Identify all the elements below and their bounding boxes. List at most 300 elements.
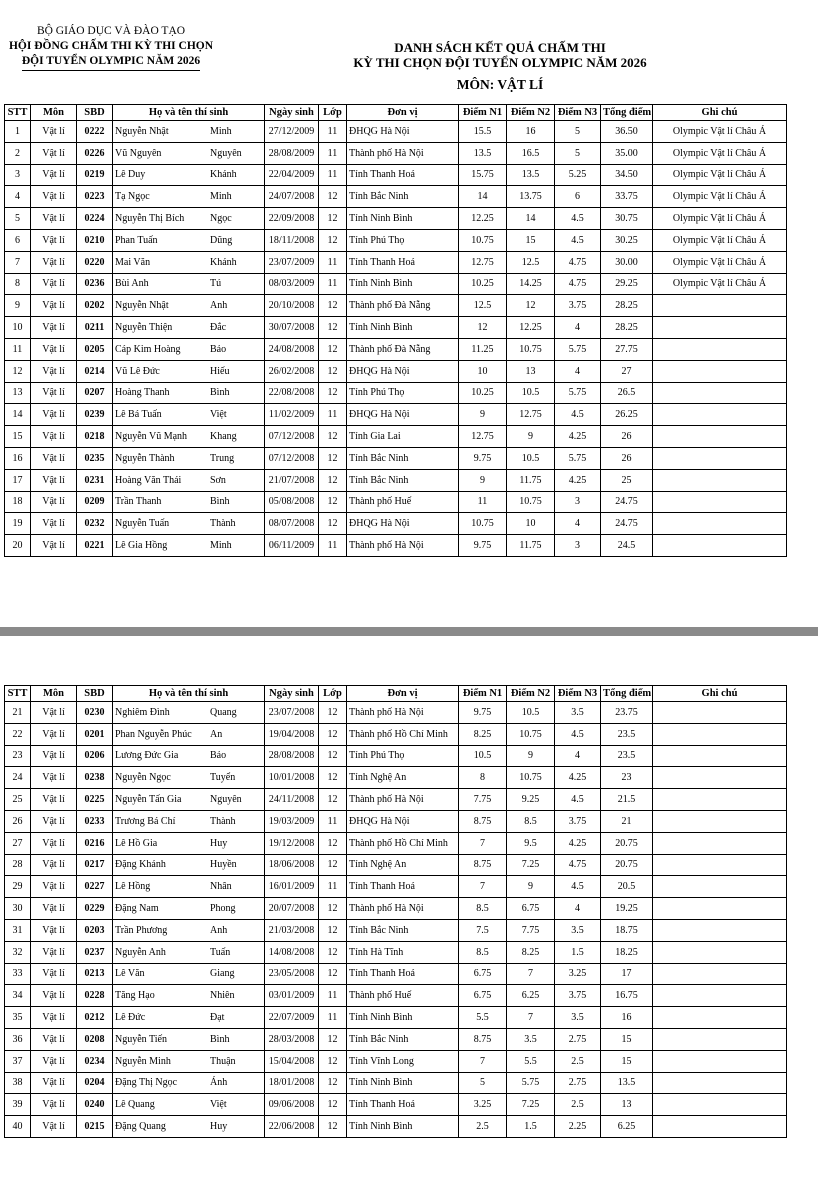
tong-cell: 21.5	[601, 789, 653, 811]
score-n1-header: Điểm N1	[459, 686, 507, 702]
table-row	[5, 338, 787, 360]
sbd-cell: 0211	[77, 317, 113, 339]
sbd-cell: 0223	[77, 186, 113, 208]
lop-cell: 12	[319, 491, 347, 513]
lop-cell: 12	[319, 854, 347, 876]
candidate-surname: Vũ Lê Đức	[115, 365, 160, 377]
candidate-surname: Đặng Thị Ngọc	[115, 1077, 178, 1089]
candidate-given-name: Ánh	[210, 1077, 228, 1089]
tong-cell: 20.75	[601, 832, 653, 854]
stt-header: STT	[5, 686, 31, 702]
table-row	[5, 186, 787, 208]
stt-cell: 11	[5, 338, 31, 360]
table-row	[5, 317, 787, 339]
candidate-given-name: Bảo	[210, 343, 227, 355]
candidate-surname: Đặng Khánh	[115, 859, 166, 871]
lop-cell: 12	[319, 338, 347, 360]
candidate-surname: Lê Bá Tuấn	[115, 409, 162, 421]
gc-cell	[653, 963, 787, 985]
sbd-header: SBD	[77, 686, 113, 702]
lop-cell: 12	[319, 229, 347, 251]
n2-cell: 6.25	[507, 985, 555, 1007]
dv-cell: Tỉnh Nghệ An	[347, 854, 459, 876]
mon-cell: Vật lí	[31, 229, 77, 251]
sbd-cell: 0225	[77, 789, 113, 811]
tong-cell: 26	[601, 426, 653, 448]
tong-cell: 30.25	[601, 229, 653, 251]
table-row	[5, 360, 787, 382]
candidate-surname: Lê Văn	[115, 968, 145, 980]
lop-cell: 12	[319, 832, 347, 854]
mon-cell: Vật lí	[31, 469, 77, 491]
ns-cell: 07/12/2008	[265, 426, 319, 448]
sbd-cell: 0231	[77, 469, 113, 491]
tong-cell: 23	[601, 767, 653, 789]
candidate-name-cell	[113, 186, 265, 208]
dv-cell: Tỉnh Ninh Bình	[347, 1072, 459, 1094]
candidate-name-cell	[113, 317, 265, 339]
n3-cell: 2.75	[555, 1028, 601, 1050]
dv-cell: Tỉnh Ninh Bình	[347, 317, 459, 339]
gc-cell: Olympic Vật lí Châu Á	[653, 251, 787, 273]
candidate-name-cell	[113, 1007, 265, 1029]
candidate-surname: Phan Nguyễn Phúc	[115, 728, 192, 740]
dv-cell: ĐHQG Hà Nội	[347, 360, 459, 382]
dv-cell: Tỉnh Ninh Bình	[347, 208, 459, 230]
stt-cell: 17	[5, 469, 31, 491]
gc-cell	[653, 426, 787, 448]
ns-cell: 19/03/2009	[265, 810, 319, 832]
gc-cell	[653, 723, 787, 745]
tong-cell: 35.00	[601, 142, 653, 164]
ns-cell: 30/07/2008	[265, 317, 319, 339]
gc-cell: Olympic Vật lí Châu Á	[653, 142, 787, 164]
tong-cell: 21	[601, 810, 653, 832]
n1-cell: 7.75	[459, 789, 507, 811]
candidate-name-cell	[113, 142, 265, 164]
gc-cell	[653, 898, 787, 920]
n1-cell: 2.5	[459, 1116, 507, 1138]
stt-cell: 1	[5, 121, 31, 143]
gc-cell: Olympic Vật lí Châu Á	[653, 121, 787, 143]
ns-cell: 23/05/2008	[265, 963, 319, 985]
ns-cell: 20/07/2008	[265, 898, 319, 920]
lop-cell: 12	[319, 767, 347, 789]
n3-cell: 4.5	[555, 789, 601, 811]
n3-cell: 3.5	[555, 1007, 601, 1029]
mon-cell: Vật lí	[31, 273, 77, 295]
exam-name: KỲ THI CHỌN ĐỘI TUYỂN OLYMPIC NĂM 2026	[353, 55, 647, 70]
candidate-surname: Tăng Hạo	[115, 990, 155, 1002]
n2-cell: 7.75	[507, 919, 555, 941]
candidate-given-name: Anh	[210, 300, 228, 312]
candidate-name-cell	[113, 295, 265, 317]
table-header-row	[5, 105, 787, 121]
candidate-surname: Nguyễn Vũ Mạnh	[115, 431, 188, 443]
stt-cell: 26	[5, 810, 31, 832]
candidate-name-cell	[113, 1028, 265, 1050]
n1-cell: 10	[459, 360, 507, 382]
candidate-surname: Trần Thanh	[115, 496, 162, 508]
mon-cell: Vật lí	[31, 898, 77, 920]
ns-cell: 23/07/2008	[265, 702, 319, 724]
table-row	[5, 273, 787, 295]
score-n2-header: Điểm N2	[507, 105, 555, 121]
subject-header: Môn	[31, 105, 77, 121]
lop-cell: 12	[319, 789, 347, 811]
n2-cell: 13.5	[507, 164, 555, 186]
stt-cell: 2	[5, 142, 31, 164]
candidate-given-name: An	[210, 728, 223, 740]
sbd-cell: 0208	[77, 1028, 113, 1050]
tong-cell: 20.75	[601, 854, 653, 876]
n1-cell: 8.75	[459, 810, 507, 832]
tong-cell: 29.25	[601, 273, 653, 295]
sbd-cell: 0201	[77, 723, 113, 745]
dv-cell: Tỉnh Ninh Bình	[347, 1116, 459, 1138]
n3-cell: 4.25	[555, 426, 601, 448]
sbd-cell: 0210	[77, 229, 113, 251]
candidate-given-name: Sơn	[210, 474, 226, 486]
candidate-name-cell	[113, 208, 265, 230]
table-row	[5, 854, 787, 876]
candidate-given-name: Dũng	[210, 234, 233, 246]
candidate-name-cell	[113, 1116, 265, 1138]
table-row	[5, 164, 787, 186]
lop-cell: 11	[319, 810, 347, 832]
n1-cell: 5	[459, 1072, 507, 1094]
candidate-name-cell	[113, 963, 265, 985]
ns-cell: 24/07/2008	[265, 186, 319, 208]
stt-cell: 4	[5, 186, 31, 208]
stt-cell: 21	[5, 702, 31, 724]
n3-cell: 3.5	[555, 702, 601, 724]
n2-cell: 15	[507, 229, 555, 251]
lop-cell: 12	[319, 513, 347, 535]
n2-cell: 8.5	[507, 810, 555, 832]
stt-cell: 9	[5, 295, 31, 317]
candidate-given-name: Trung	[210, 452, 235, 464]
candidate-surname: Mai Văn	[115, 256, 151, 268]
mon-cell: Vật lí	[31, 876, 77, 898]
n1-cell: 14	[459, 186, 507, 208]
tong-cell: 34.50	[601, 164, 653, 186]
stt-cell: 16	[5, 447, 31, 469]
document-title: DANH SÁCH KẾT QUẢ CHẤM THI	[394, 40, 606, 55]
mon-cell: Vật lí	[31, 186, 77, 208]
class-header: Lớp	[319, 105, 347, 121]
n1-cell: 15.5	[459, 121, 507, 143]
candidate-given-name: Nhân	[210, 881, 232, 893]
tong-cell: 26.25	[601, 404, 653, 426]
dv-cell: Thành phố Hồ Chí Minh	[347, 723, 459, 745]
n3-cell: 5	[555, 121, 601, 143]
ns-cell: 19/04/2008	[265, 723, 319, 745]
candidate-surname: Hoàng Văn Thái	[115, 474, 182, 486]
candidate-given-name: Giang	[210, 968, 235, 980]
table-row	[5, 832, 787, 854]
candidate-given-name: Bình	[210, 1033, 230, 1045]
tong-cell: 26.5	[601, 382, 653, 404]
n2-cell: 14.25	[507, 273, 555, 295]
gc-cell	[653, 985, 787, 1007]
lop-cell: 12	[319, 963, 347, 985]
sbd-cell: 0216	[77, 832, 113, 854]
mon-cell: Vật lí	[31, 1094, 77, 1116]
candidate-name-cell	[113, 404, 265, 426]
candidate-name-cell	[113, 854, 265, 876]
ns-cell: 15/04/2008	[265, 1050, 319, 1072]
stt-cell: 14	[5, 404, 31, 426]
lop-cell: 12	[319, 702, 347, 724]
gc-cell	[653, 876, 787, 898]
ns-cell: 05/08/2008	[265, 491, 319, 513]
ns-cell: 22/07/2009	[265, 1007, 319, 1029]
tong-cell: 30.75	[601, 208, 653, 230]
table-row	[5, 702, 787, 724]
table-row	[5, 513, 787, 535]
candidate-surname: Nghiêm Đình	[115, 706, 170, 718]
ns-cell: 28/08/2009	[265, 142, 319, 164]
dv-cell: ĐHQG Hà Nội	[347, 810, 459, 832]
table-row	[5, 941, 787, 963]
gc-cell	[653, 317, 787, 339]
n2-cell: 7	[507, 1007, 555, 1029]
sbd-cell: 0204	[77, 1072, 113, 1094]
n3-cell: 4.5	[555, 876, 601, 898]
ns-cell: 18/11/2008	[265, 229, 319, 251]
table-row	[5, 963, 787, 985]
candidate-name-cell	[113, 985, 265, 1007]
candidate-given-name: Việt	[210, 409, 227, 421]
mon-cell: Vật lí	[31, 985, 77, 1007]
candidate-surname: Lê Hồ Gia	[115, 837, 158, 849]
lop-cell: 12	[319, 941, 347, 963]
dv-cell: Tỉnh Bắc Ninh	[347, 919, 459, 941]
stt-cell: 27	[5, 832, 31, 854]
stt-cell: 23	[5, 745, 31, 767]
sbd-cell: 0233	[77, 810, 113, 832]
n1-cell: 11	[459, 491, 507, 513]
candidate-given-name: Huy	[210, 1121, 228, 1133]
total-header: Tổng điểm	[601, 105, 653, 121]
n1-cell: 8.75	[459, 854, 507, 876]
n3-cell: 1.5	[555, 941, 601, 963]
n2-cell: 12.25	[507, 317, 555, 339]
n1-cell: 9.75	[459, 447, 507, 469]
lop-cell: 11	[319, 273, 347, 295]
stt-cell: 25	[5, 789, 31, 811]
candidate-name-cell	[113, 723, 265, 745]
lop-cell: 12	[319, 1028, 347, 1050]
candidate-given-name: Đắc	[210, 322, 227, 334]
mon-cell: Vật lí	[31, 251, 77, 273]
sbd-cell: 0235	[77, 447, 113, 469]
candidate-given-name: Nhiên	[210, 990, 235, 1002]
ns-cell: 19/12/2008	[265, 832, 319, 854]
candidate-given-name: Nguyên	[210, 147, 242, 159]
n2-cell: 13	[507, 360, 555, 382]
candidate-given-name: Đạt	[210, 1012, 225, 1024]
tong-cell: 27.75	[601, 338, 653, 360]
stt-cell: 37	[5, 1050, 31, 1072]
tong-cell: 15	[601, 1028, 653, 1050]
n2-cell: 9	[507, 876, 555, 898]
mon-cell: Vật lí	[31, 963, 77, 985]
tong-cell: 25	[601, 469, 653, 491]
n3-cell: 2.5	[555, 1094, 601, 1116]
candidate-name-cell	[113, 469, 265, 491]
sbd-header: SBD	[77, 105, 113, 121]
sbd-cell: 0203	[77, 919, 113, 941]
stt-cell: 32	[5, 941, 31, 963]
tong-cell: 24.5	[601, 535, 653, 557]
tong-cell: 23.5	[601, 745, 653, 767]
gc-cell	[653, 535, 787, 557]
council-name-line2: ĐỘI TUYỂN OLYMPIC NĂM 2026	[22, 54, 200, 71]
gc-cell	[653, 513, 787, 535]
tong-cell: 28.25	[601, 295, 653, 317]
candidate-surname: Trương Bá Chí	[115, 815, 176, 827]
candidate-given-name: Huy	[210, 837, 228, 849]
n2-cell: 11.75	[507, 535, 555, 557]
dv-cell: Tỉnh Bắc Ninh	[347, 447, 459, 469]
dv-cell: Tỉnh Phú Thọ	[347, 229, 459, 251]
dv-cell: Tỉnh Nghệ An	[347, 767, 459, 789]
tong-cell: 18.75	[601, 919, 653, 941]
lop-cell: 12	[319, 447, 347, 469]
dv-cell: Thành phố Đà Nẵng	[347, 338, 459, 360]
n1-cell: 5.5	[459, 1007, 507, 1029]
n2-cell: 13.75	[507, 186, 555, 208]
stt-cell: 8	[5, 273, 31, 295]
tong-cell: 20.5	[601, 876, 653, 898]
candidate-name-cell	[113, 1072, 265, 1094]
ns-cell: 11/02/2009	[265, 404, 319, 426]
candidate-name-cell	[113, 251, 265, 273]
tong-cell: 28.25	[601, 317, 653, 339]
dv-cell: Thành phố Hà Nội	[347, 142, 459, 164]
table-row	[5, 985, 787, 1007]
subject-label: MÔN: VẬT LÍ	[456, 77, 544, 92]
n3-cell: 4	[555, 745, 601, 767]
n1-cell: 9.75	[459, 535, 507, 557]
candidate-name-cell	[113, 513, 265, 535]
candidate-name-cell	[113, 876, 265, 898]
n1-cell: 7	[459, 876, 507, 898]
lop-cell: 12	[319, 723, 347, 745]
candidate-given-name: Việt	[210, 1099, 227, 1111]
mon-cell: Vật lí	[31, 164, 77, 186]
ns-cell: 24/11/2008	[265, 789, 319, 811]
n3-cell: 4	[555, 360, 601, 382]
subject-header: Môn	[31, 686, 77, 702]
n2-cell: 7.25	[507, 1094, 555, 1116]
table-row	[5, 229, 787, 251]
lop-cell: 12	[319, 1050, 347, 1072]
n2-cell: 5.5	[507, 1050, 555, 1072]
n1-cell: 7.5	[459, 919, 507, 941]
tong-cell: 33.75	[601, 186, 653, 208]
n1-cell: 15.75	[459, 164, 507, 186]
ns-cell: 07/12/2008	[265, 447, 319, 469]
n3-cell: 3.75	[555, 985, 601, 1007]
n2-cell: 14	[507, 208, 555, 230]
council-name-line1: HỘI ĐỒNG CHẤM THI KỲ THI CHỌN	[8, 40, 214, 52]
n3-cell: 4.5	[555, 208, 601, 230]
candidate-name-cell	[113, 745, 265, 767]
tong-cell: 6.25	[601, 1116, 653, 1138]
dv-cell: Tỉnh Bắc Ninh	[347, 469, 459, 491]
lop-cell: 12	[319, 469, 347, 491]
n1-cell: 12.25	[459, 208, 507, 230]
gc-cell	[653, 854, 787, 876]
gc-cell	[653, 1072, 787, 1094]
dv-cell: Tỉnh Thanh Hoá	[347, 876, 459, 898]
dv-cell: Thành phố Hà Nội	[347, 535, 459, 557]
table-row	[5, 745, 787, 767]
sbd-cell: 0232	[77, 513, 113, 535]
candidate-given-name: Bảo	[210, 750, 227, 762]
sbd-cell: 0222	[77, 121, 113, 143]
mon-cell: Vật lí	[31, 447, 77, 469]
tong-cell: 18.25	[601, 941, 653, 963]
gc-cell: Olympic Vật lí Châu Á	[653, 273, 787, 295]
mon-cell: Vật lí	[31, 832, 77, 854]
unit-header: Đơn vị	[347, 105, 459, 121]
stt-cell: 7	[5, 251, 31, 273]
stt-cell: 6	[5, 229, 31, 251]
gc-cell	[653, 338, 787, 360]
n2-cell: 6.75	[507, 898, 555, 920]
lop-cell: 12	[319, 1072, 347, 1094]
dv-cell: Thành phố Huế	[347, 491, 459, 513]
sbd-cell: 0212	[77, 1007, 113, 1029]
dv-cell: Tỉnh Ninh Bình	[347, 1007, 459, 1029]
score-n3-header: Điểm N3	[555, 686, 601, 702]
lop-cell: 11	[319, 876, 347, 898]
sbd-cell: 0230	[77, 702, 113, 724]
lop-cell: 12	[319, 426, 347, 448]
stt-cell: 19	[5, 513, 31, 535]
stt-cell: 31	[5, 919, 31, 941]
table-row	[5, 767, 787, 789]
tong-cell: 24.75	[601, 513, 653, 535]
ns-cell: 28/08/2008	[265, 745, 319, 767]
n2-cell: 16	[507, 121, 555, 143]
table-row	[5, 1007, 787, 1029]
dv-cell: Thành phố Đà Nẵng	[347, 295, 459, 317]
mon-cell: Vật lí	[31, 941, 77, 963]
table-row	[5, 1094, 787, 1116]
mon-cell: Vật lí	[31, 1072, 77, 1094]
candidate-surname: Lương Đức Gia	[115, 750, 179, 762]
n1-cell: 9	[459, 469, 507, 491]
tong-cell: 24.75	[601, 491, 653, 513]
table-row	[5, 535, 787, 557]
candidate-given-name: Phong	[210, 903, 236, 915]
gc-cell: Olympic Vật lí Châu Á	[653, 208, 787, 230]
n1-cell: 8.5	[459, 898, 507, 920]
lop-cell: 12	[319, 898, 347, 920]
tong-cell: 19.25	[601, 898, 653, 920]
n3-cell: 4	[555, 317, 601, 339]
tong-cell: 17	[601, 963, 653, 985]
candidate-surname: Cáp Kim Hoàng	[115, 343, 181, 355]
n3-cell: 4.25	[555, 469, 601, 491]
stt-cell: 39	[5, 1094, 31, 1116]
score-n1-header: Điểm N1	[459, 105, 507, 121]
